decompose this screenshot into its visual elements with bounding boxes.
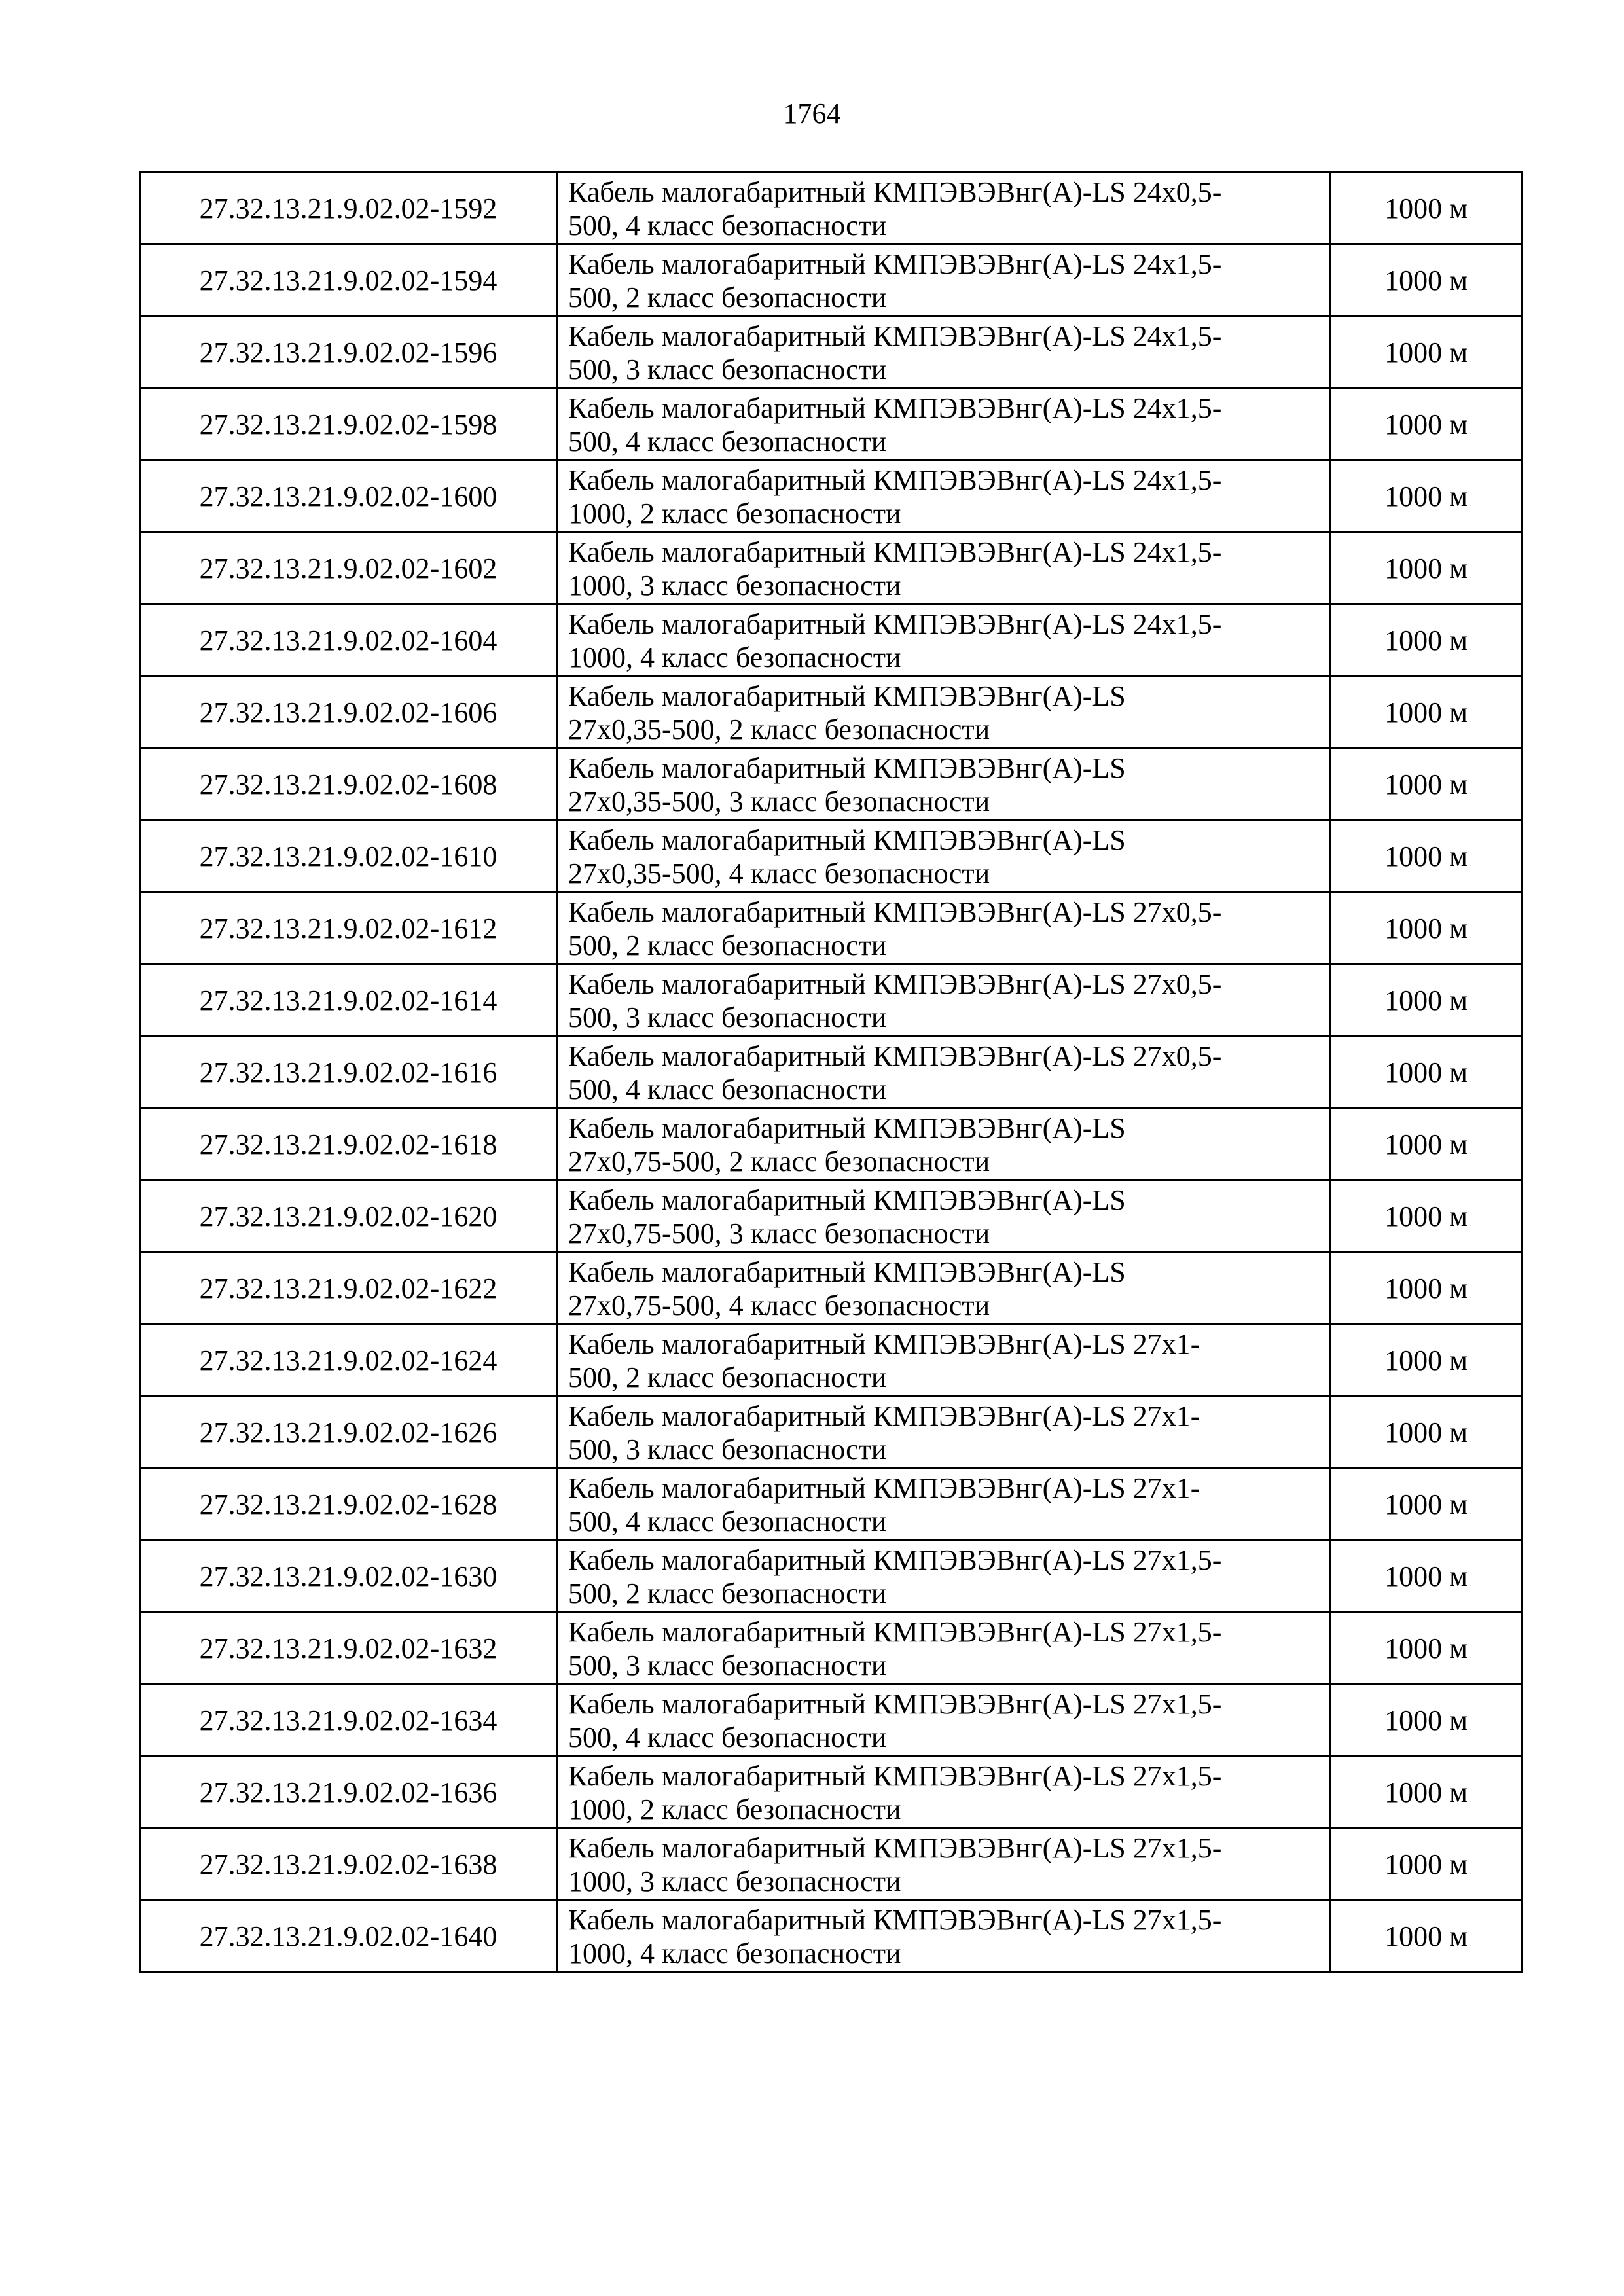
resource-description-cell [557,1469,1330,1541]
resource-description-cell [557,245,1330,317]
description-line-2: 500, 3 класс безопасности [568,1433,887,1465]
description-line-2: 500, 3 класс безопасности [568,353,887,386]
unit-cell: 1000 м [1330,1901,1523,1973]
resource-description-cell [557,1397,1330,1469]
resource-description-cell [557,893,1330,965]
description-line-2: 500, 2 класс безопасности [568,929,887,961]
unit-cell: 1000 м [1330,1109,1523,1181]
resource-code-cell: 27.32.13.21.9.02.02-1610 [140,821,557,893]
description-line-1: Кабель малогабаритный КМПЭВЭВнг(А)-LS 27х0,5- [568,1039,1222,1072]
description-line-1: Кабель малогабаритный КМПЭВЭВнг(А)-LS 27х1,5- [568,1543,1222,1576]
resource-code-cell: 27.32.13.21.9.02.02-1596 [140,317,557,389]
description-line-2: 27х0,35-500, 4 класс безопасности [568,857,990,889]
resource-description-cell [557,1037,1330,1109]
description-line-1: Кабель малогабаритный КМПЭВЭВнг(А)-LS [568,751,1126,784]
description-line-2: 500, 4 класс безопасности [568,209,887,242]
table-body [140,173,1523,1973]
table-row [140,389,1523,461]
description-line-1: Кабель малогабаритный КМПЭВЭВнг(А)-LS 27х1,5- [568,1903,1222,1936]
description-line-2: 500, 3 класс безопасности [568,1001,887,1033]
description-line-2: 27х0,75-500, 4 класс безопасности [568,1289,990,1321]
unit-cell: 1000 м [1330,1397,1523,1469]
resource-code-cell: 27.32.13.21.9.02.02-1622 [140,1253,557,1325]
unit-cell: 1000 м [1330,1325,1523,1397]
description-line-2: 500, 4 класс безопасности [568,425,887,457]
table-row [140,1541,1523,1613]
resource-code-cell: 27.32.13.21.9.02.02-1608 [140,749,557,821]
table-row [140,1613,1523,1685]
unit-cell: 1000 м [1330,317,1523,389]
resource-code-cell: 27.32.13.21.9.02.02-1616 [140,1037,557,1109]
table-row [140,605,1523,677]
resource-code-cell: 27.32.13.21.9.02.02-1638 [140,1829,557,1901]
resource-description-cell [557,821,1330,893]
resource-code-cell: 27.32.13.21.9.02.02-1628 [140,1469,557,1541]
description-line-2: 500, 4 класс безопасности [568,1721,887,1753]
table-row [140,1181,1523,1253]
resource-code-cell: 27.32.13.21.9.02.02-1634 [140,1685,557,1757]
description-line-1: Кабель малогабаритный КМПЭВЭВнг(А)-LS 27х1,5- [568,1615,1222,1648]
table-row [140,245,1523,317]
resource-code-cell: 27.32.13.21.9.02.02-1598 [140,389,557,461]
table-row [140,1829,1523,1901]
unit-cell: 1000 м [1330,1541,1523,1613]
description-line-1: Кабель малогабаритный КМПЭВЭВнг(А)-LS 24х1,5- [568,319,1222,352]
description-line-1: Кабель малогабаритный КМПЭВЭВнг(А)-LS 27х1,5- [568,1831,1222,1864]
description-line-1: Кабель малогабаритный КМПЭВЭВнг(А)-LS 24х1,5- [568,391,1222,424]
description-line-2: 500, 2 класс безопасности [568,1361,887,1393]
unit-cell: 1000 м [1330,533,1523,605]
price-table [139,171,1523,1973]
unit-cell: 1000 м [1330,1037,1523,1109]
resource-description-cell [557,533,1330,605]
unit-cell: 1000 м [1330,1685,1523,1757]
resource-description-cell [557,1325,1330,1397]
table-row [140,677,1523,749]
description-line-1: Кабель малогабаритный КМПЭВЭВнг(А)-LS [568,1183,1126,1216]
resource-description-cell [557,677,1330,749]
description-line-1: Кабель малогабаритный КМПЭВЭВнг(А)-LS 27х1- [568,1399,1200,1432]
description-line-1: Кабель малогабаритный КМПЭВЭВнг(А)-LS 24х1,5- [568,247,1222,280]
table-row [140,1685,1523,1757]
description-line-1: Кабель малогабаритный КМПЭВЭВнг(А)-LS 27х1,5- [568,1759,1222,1792]
description-line-2: 1000, 4 класс безопасности [568,1937,901,1969]
resource-description-cell [557,1757,1330,1829]
unit-cell: 1000 м [1330,245,1523,317]
description-line-1: Кабель малогабаритный КМПЭВЭВнг(А)-LS 24х1,5- [568,535,1222,568]
resource-code-cell: 27.32.13.21.9.02.02-1636 [140,1757,557,1829]
unit-cell: 1000 м [1330,1829,1523,1901]
description-line-2: 27х0,75-500, 2 класс безопасности [568,1145,990,1177]
table-row [140,893,1523,965]
resource-code-cell: 27.32.13.21.9.02.02-1604 [140,605,557,677]
description-line-1: Кабель малогабаритный КМПЭВЭВнг(А)-LS 27х0,5- [568,967,1222,1000]
resource-description-cell [557,1253,1330,1325]
unit-cell: 1000 м [1330,173,1523,245]
description-line-1: Кабель малогабаритный КМПЭВЭВнг(А)-LS [568,823,1126,856]
resource-code-cell: 27.32.13.21.9.02.02-1618 [140,1109,557,1181]
unit-cell: 1000 м [1330,389,1523,461]
resource-description-cell [557,1901,1330,1973]
unit-cell: 1000 м [1330,1469,1523,1541]
resource-description-cell [557,1541,1330,1613]
table-row [140,173,1523,245]
resource-code-cell: 27.32.13.21.9.02.02-1620 [140,1181,557,1253]
description-line-2: 500, 2 класс безопасности [568,1577,887,1609]
description-line-1: Кабель малогабаритный КМПЭВЭВнг(А)-LS 24х1,5- [568,607,1222,640]
table-row [140,1325,1523,1397]
resource-description-cell [557,173,1330,245]
resource-description-cell [557,965,1330,1037]
description-line-2: 1000, 2 класс безопасности [568,497,901,529]
description-line-1: Кабель малогабаритный КМПЭВЭВнг(А)-LS [568,1111,1126,1144]
table-row [140,1253,1523,1325]
resource-code-cell: 27.32.13.21.9.02.02-1630 [140,1541,557,1613]
resource-description-cell [557,1181,1330,1253]
description-line-2: 500, 3 класс безопасности [568,1649,887,1681]
resource-code-cell: 27.32.13.21.9.02.02-1602 [140,533,557,605]
resource-description-cell [557,1109,1330,1181]
resource-code-cell: 27.32.13.21.9.02.02-1600 [140,461,557,533]
unit-cell: 1000 м [1330,1181,1523,1253]
unit-cell: 1000 м [1330,677,1523,749]
table-row [140,1757,1523,1829]
table-row [140,1901,1523,1973]
description-line-1: Кабель малогабаритный КМПЭВЭВнг(А)-LS [568,1255,1126,1288]
page-number: 1764 [783,98,841,130]
resource-code-cell: 27.32.13.21.9.02.02-1612 [140,893,557,965]
description-line-2: 500, 4 класс безопасности [568,1505,887,1537]
description-line-2: 1000, 4 класс безопасности [568,641,901,673]
table-row [140,317,1523,389]
description-line-2: 1000, 3 класс безопасности [568,1865,901,1897]
unit-cell: 1000 м [1330,1757,1523,1829]
resource-description-cell [557,461,1330,533]
description-line-1: Кабель малогабаритный КМПЭВЭВнг(А)-LS 27х1- [568,1471,1200,1504]
unit-cell: 1000 м [1330,461,1523,533]
resource-code-cell: 27.32.13.21.9.02.02-1592 [140,173,557,245]
description-line-2: 1000, 3 класс безопасности [568,569,901,601]
table-row [140,1109,1523,1181]
resource-code-cell: 27.32.13.21.9.02.02-1606 [140,677,557,749]
resource-code-cell: 27.32.13.21.9.02.02-1624 [140,1325,557,1397]
unit-cell: 1000 м [1330,605,1523,677]
description-line-2: 1000, 2 класс безопасности [568,1793,901,1825]
table-row [140,533,1523,605]
resource-description-cell [557,317,1330,389]
description-line-2: 27х0,35-500, 2 класс безопасности [568,713,990,745]
description-line-2: 27х0,75-500, 3 класс безопасности [568,1217,990,1249]
table-row [140,821,1523,893]
description-line-1: Кабель малогабаритный КМПЭВЭВнг(А)-LS 27х1,5- [568,1687,1222,1720]
unit-cell: 1000 м [1330,821,1523,893]
table-row [140,965,1523,1037]
resource-description-cell [557,1613,1330,1685]
table-row [140,1397,1523,1469]
description-line-2: 500, 2 класс безопасности [568,281,887,314]
table-row [140,1469,1523,1541]
resource-description-cell [557,389,1330,461]
resource-description-cell [557,605,1330,677]
resource-code-cell: 27.32.13.21.9.02.02-1626 [140,1397,557,1469]
description-line-1: Кабель малогабаритный КМПЭВЭВнг(А)-LS 24х0,5- [568,175,1222,208]
unit-cell: 1000 м [1330,1253,1523,1325]
table-row [140,461,1523,533]
description-line-1: Кабель малогабаритный КМПЭВЭВнг(А)-LS 27х0,5- [568,895,1222,928]
table-row [140,1037,1523,1109]
description-line-2: 500, 4 класс безопасности [568,1073,887,1105]
description-line-1: Кабель малогабаритный КМПЭВЭВнг(А)-LS 27х1- [568,1327,1200,1360]
unit-cell: 1000 м [1330,1613,1523,1685]
resource-description-cell [557,1829,1330,1901]
description-line-1: Кабель малогабаритный КМПЭВЭВнг(А)-LS 24х1,5- [568,463,1222,496]
unit-cell: 1000 м [1330,749,1523,821]
table-row [140,749,1523,821]
resource-code-cell: 27.32.13.21.9.02.02-1632 [140,1613,557,1685]
description-line-2: 27х0,35-500, 3 класс безопасности [568,785,990,817]
unit-cell: 1000 м [1330,893,1523,965]
resource-code-cell: 27.32.13.21.9.02.02-1640 [140,1901,557,1973]
resource-code-cell: 27.32.13.21.9.02.02-1614 [140,965,557,1037]
resource-description-cell [557,749,1330,821]
resource-description-cell [557,1685,1330,1757]
description-line-1: Кабель малогабаритный КМПЭВЭВнг(А)-LS [568,679,1126,712]
unit-cell: 1000 м [1330,965,1523,1037]
resource-code-cell: 27.32.13.21.9.02.02-1594 [140,245,557,317]
